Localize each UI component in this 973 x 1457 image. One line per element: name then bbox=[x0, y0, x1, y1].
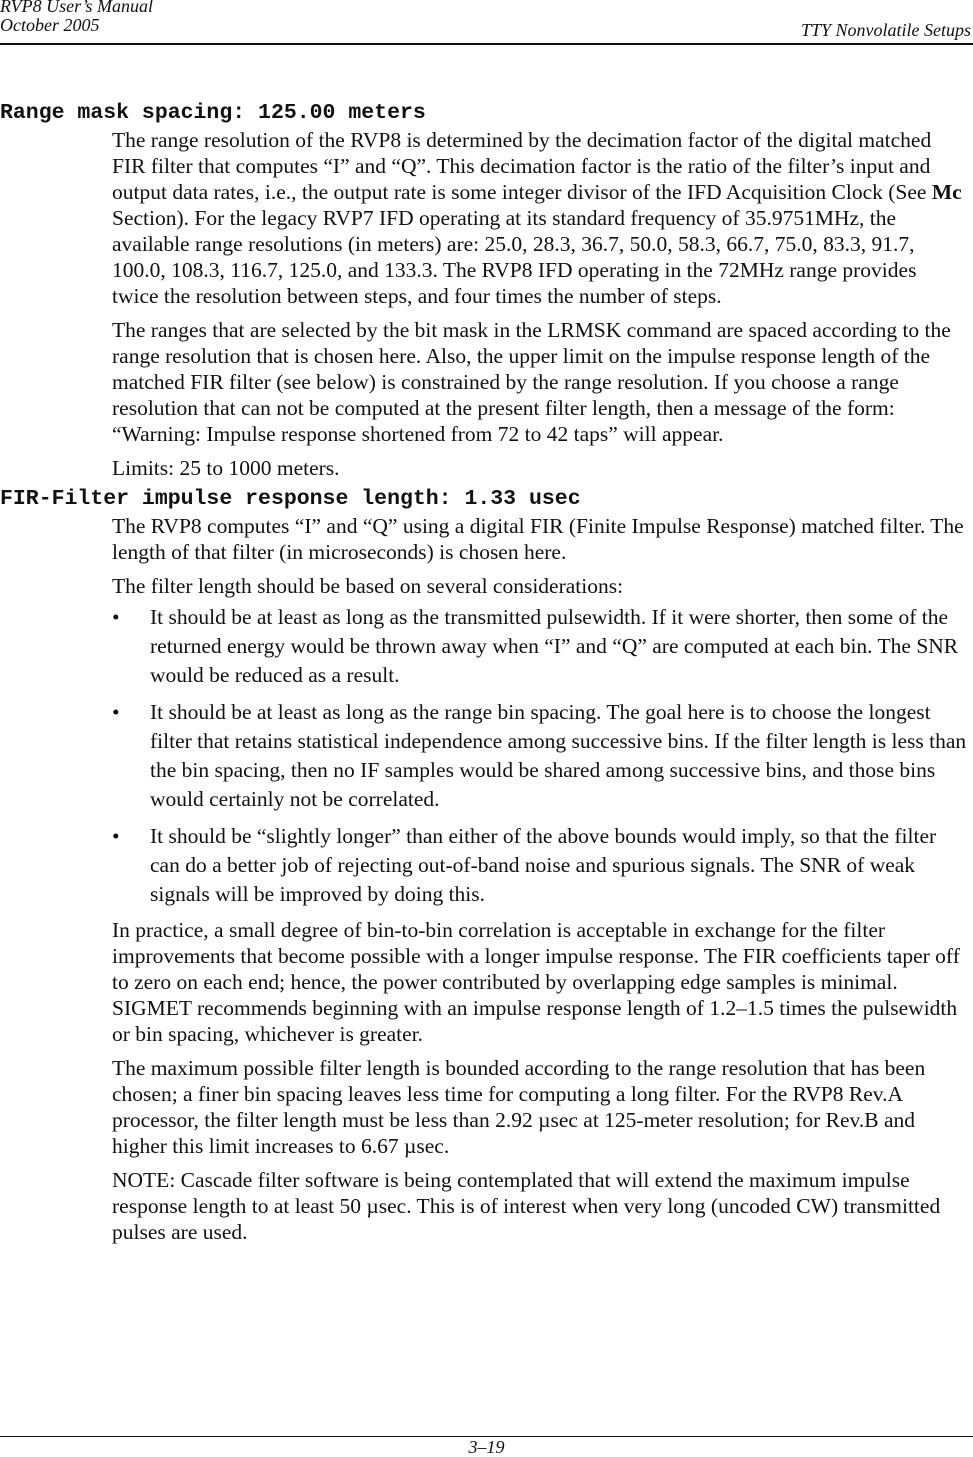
list-item bbox=[112, 822, 968, 909]
practice-paragraph: In practice, a small degree of bin-to-bin correlation is acceptable in exchange for the filter improvements that become possible with a longer impulse response. The FIR coefficients taper off to zero on each end; hence, the power contributed by overlapping edge samples is minimal. SIGMET recommends beginning with an impulse response length of 1.2–1.5 times the pulsewidth or bin spacing, whichever is greater. bbox=[112, 918, 960, 1046]
mc-section-reference: Mc bbox=[931, 180, 962, 204]
list-item-text: It should be at least as long as the transmitted pulsewidth. If it were shorter, then some of the returned energy would be thrown away when “I” and “Q” are computed at each bin. The SNR would be reduced as a result. bbox=[150, 605, 959, 687]
section-title: TTY Nonvolatile Setups bbox=[800, 20, 971, 40]
header-rule bbox=[0, 43, 973, 45]
bullet-icon: • bbox=[112, 824, 120, 848]
considerations-paragraph: The filter length should be based on several considerations: bbox=[112, 574, 624, 598]
paragraph-text: The range resolution of the RVP8 is determined by the decimation factor of the digital matched FIR filter that computes “I” and “Q”. This decimation factor is the ratio of the filter’s input and output data rates, i.e., the output rate is some integer divisor of the IFD Acquisition Clock (See bbox=[112, 128, 932, 204]
manual-title: RVP8 User’s Manual bbox=[0, 0, 153, 16]
fir-filter-length-heading: FIR-Filter impulse response length: 1.33 usec bbox=[0, 487, 581, 511]
manual-date: October 2005 bbox=[0, 15, 100, 35]
maximum-length-paragraph: The maximum possible filter length is bounded according to the range resolution that has been chosen; a finer bin spacing leaves less time for computing a long filter. For the RVP8 Rev.A processor, the filter length must be less than 2.92 µsec at 125-meter resolution; for Rev.B and higher this limit increases to 6.67 µsec. bbox=[112, 1056, 926, 1158]
range-resolution-paragraph bbox=[112, 127, 968, 309]
running-header-left bbox=[0, 0, 153, 35]
bullet-icon: • bbox=[112, 700, 120, 724]
lrmsk-paragraph: The ranges that are selected by the bit mask in the LRMSK command are spaced according to the range resolution that is chosen here. Also, the upper limit on the impulse response length of the matched FIR filter (see below) is constrained by the range resolution. If you choose a range resolution that can not be computed at the present filter length, then a message of the form: “Warning: Impulse response shortened from 72 to 42 taps” will appear. bbox=[112, 318, 951, 446]
fir-intro-paragraph: The RVP8 computes “I” and “Q” using a digital FIR (Finite Impulse Response) matched filter. The length of that filter (in microseconds) is chosen here. bbox=[112, 514, 964, 564]
paragraph-text: Section). For the legacy RVP7 IFD operating at its standard frequency of 35.9751MHz, the available range resolutions (in meters) are: 25.0, 28.3, 36.7, 50.0, 58.3, 66.7, 75.0, 83.3, 91.7, 100.0, 108.3, 116.7, 125.0, and 133.3. The RVP8 IFD operating in the 72MHz range provides twice the resolution between steps, and four times the number of steps. bbox=[112, 206, 917, 308]
bullet-icon: • bbox=[112, 605, 120, 629]
range-mask-spacing-heading: Range mask spacing: 125.00 meters bbox=[0, 101, 426, 125]
list-item-text: It should be at least as long as the range bin spacing. The goal here is to choose the longest filter that retains statistical independence among successive bins. If the filter length is less than the bin spacing, then no IF samples would be shared among successive bins, and those bins would certainly not be correlated. bbox=[150, 700, 967, 811]
limits-text: Limits: 25 to 1000 meters. bbox=[112, 456, 340, 480]
page-number: 3–19 bbox=[468, 1437, 505, 1457]
list-item bbox=[112, 603, 968, 690]
cascade-note-paragraph: NOTE: Cascade filter software is being contemplated that will extend the maximum impulse response length to at least 50 µsec. This is of interest when very long (uncoded CW) transmitted pulses are used. bbox=[112, 1168, 941, 1244]
list-item-text: It should be “slightly longer” than either of the above bounds would imply, so that the filter can do a better job of rejecting out-of-band noise and spurious signals. The SNR of weak signals will be improved by doing this. bbox=[150, 824, 937, 906]
list-item bbox=[112, 698, 968, 814]
page-body bbox=[0, 99, 968, 1253]
considerations-list bbox=[112, 603, 968, 909]
